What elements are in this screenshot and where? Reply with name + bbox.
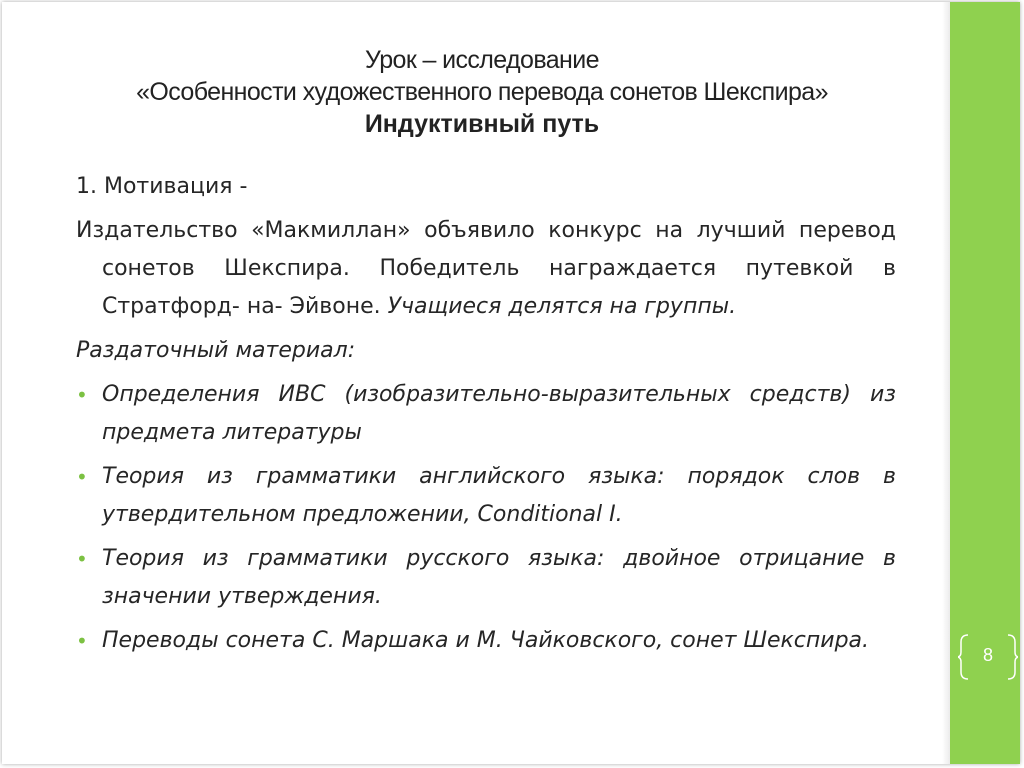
motivation-text: Издательство «Макмиллан» объявило конкурс на лучший перевод сонетов Шекспира. Победитель награждается путевкой в Стратфорд- на- Эйвоне. — [76, 218, 896, 319]
list-item — [76, 458, 896, 534]
title-line-3: Индуктивный путь — [364, 110, 600, 138]
slide-title — [42, 44, 922, 140]
slide — [2, 2, 1020, 764]
title-line-1: Урок – исследование — [365, 46, 599, 74]
section-heading: 1. Мотивация - — [76, 174, 248, 199]
bullet-icon: • — [76, 547, 88, 571]
list-item — [76, 622, 896, 660]
bullet-icon: • — [76, 629, 88, 653]
page-number: 8 — [982, 645, 993, 665]
title-line-2: «Особенности художественного перевода сонетов Шекспира» — [136, 78, 828, 106]
bullet-icon: • — [76, 383, 88, 407]
motivation-italic-text: Учащиеся делятся на группы. — [387, 294, 737, 319]
list-item — [76, 540, 896, 616]
list-item-text: Определения ИВС (изобразительно-выразительных средств) из предмета литературы — [102, 382, 896, 445]
list-item-text: Теория из грамматики русского языка: двойное отрицание в значении утверждения. — [102, 546, 896, 609]
slide-body — [76, 168, 896, 660]
list-item-text: Теория из грамматики английского языка: порядок слов в утвердительном предложении, Conditional I. — [102, 464, 896, 527]
motivation-paragraph — [76, 212, 896, 326]
list-item-text: Переводы сонета С. Маршака и М. Чайковского, сонет Шекспира. — [102, 628, 870, 653]
list-item — [76, 376, 896, 452]
handout-label: Раздаточный материал: — [76, 338, 356, 363]
handout-list — [76, 376, 896, 660]
side-bar-shadow — [942, 2, 950, 764]
bullet-icon: • — [76, 465, 88, 489]
page-number-badge — [958, 632, 1018, 682]
